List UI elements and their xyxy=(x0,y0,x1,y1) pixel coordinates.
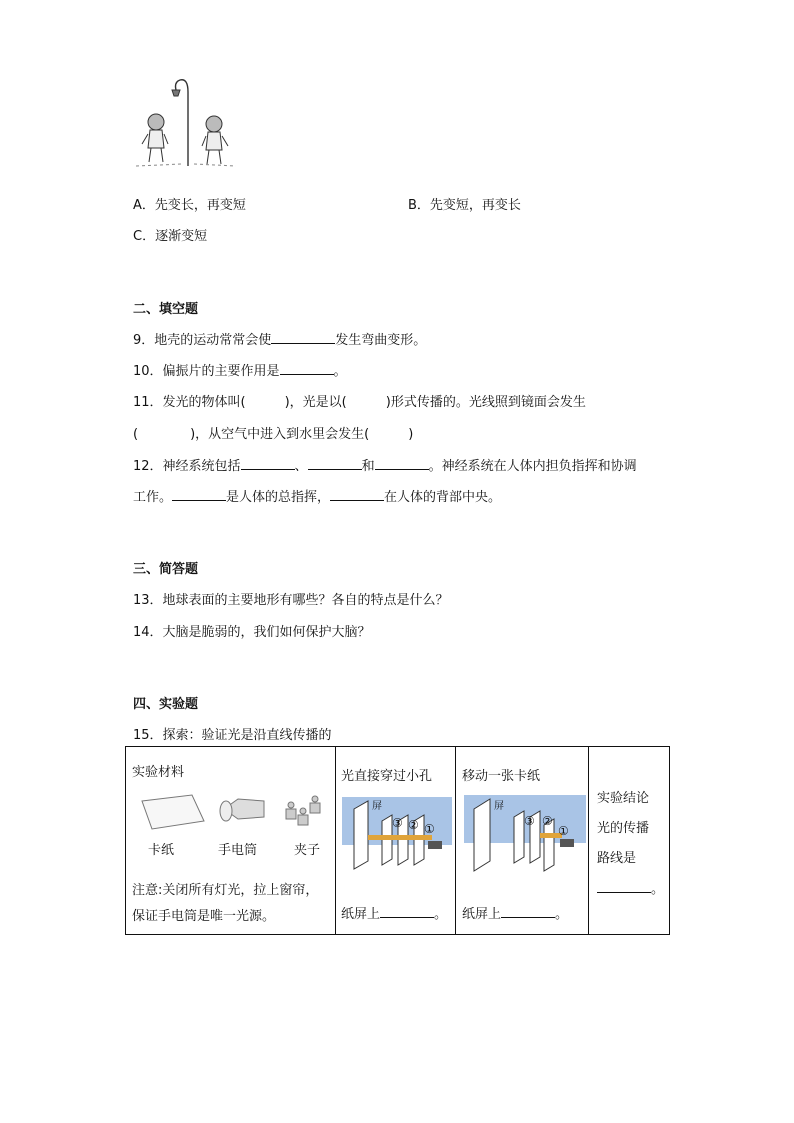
q10-blank[interactable] xyxy=(280,362,334,375)
marker-2: ② xyxy=(408,818,419,832)
q12-blank-1[interactable] xyxy=(241,457,295,470)
q12-p2: 。神经系统在人体内担负指挥和协调 xyxy=(428,459,637,474)
marker-3: ③ xyxy=(392,816,403,830)
q12-sep1: 、 xyxy=(294,459,308,474)
q12-p5: 在人体的背部中央。 xyxy=(384,490,502,505)
note-line-2: 保证手电筒是唯一光源。 xyxy=(132,909,276,924)
question-11-line1: 11．发光的物体叫( )，光是以( )形式传播的。光线照到镜面会发生 xyxy=(133,395,586,410)
question-14: 14．大脑是脆弱的，我们如何保护大脑？ xyxy=(133,625,371,640)
q9-prefix: 9．地壳的运动常常会使 xyxy=(133,333,272,348)
conclusion-line-3: 路线是 xyxy=(597,851,637,866)
conclusion-line-2: 光的传播 xyxy=(597,821,650,836)
q10-prefix: 10．偏振片的主要作用是 xyxy=(133,364,280,379)
col3-result xyxy=(462,903,568,922)
clip-label: 夹子 xyxy=(294,843,321,858)
q9-blank[interactable] xyxy=(271,331,335,344)
flashlight-label: 手电筒 xyxy=(218,843,258,858)
section-3-title: 三、简答题 xyxy=(133,562,199,577)
materials-icons xyxy=(134,791,330,837)
question-10 xyxy=(133,360,347,379)
note-line-1: 注意:关闭所有灯光，拉上窗帘， xyxy=(132,883,319,898)
col2-result xyxy=(341,903,447,922)
q10-suffix: 。 xyxy=(333,364,347,379)
shadow-illustration xyxy=(132,74,242,170)
card-paper-icon xyxy=(142,795,204,829)
section-2-title: 二、填空题 xyxy=(133,302,199,317)
move-card-diagram xyxy=(464,795,586,883)
move-card-cell xyxy=(456,747,589,935)
card-label: 卡纸 xyxy=(148,843,175,858)
col2-result-label: 纸屏上 xyxy=(341,907,381,922)
q12-blank-3[interactable] xyxy=(375,457,429,470)
question-9 xyxy=(133,329,426,348)
conclusion-blank[interactable] xyxy=(597,880,651,893)
q12-p4: 是人体的总指挥， xyxy=(226,490,331,505)
q12-sep2: 和 xyxy=(361,459,375,474)
question-12-line1 xyxy=(133,455,637,474)
marker-1-b: ① xyxy=(558,824,569,838)
marker-3-b: ③ xyxy=(524,814,535,828)
q12-blank-4[interactable] xyxy=(172,488,226,501)
marker-1: ① xyxy=(424,822,435,836)
straight-hole-diagram xyxy=(342,797,452,883)
option-c: C．逐渐变短 xyxy=(133,229,208,244)
q12-blank-5[interactable] xyxy=(330,488,384,501)
conclusion-cell xyxy=(589,747,670,935)
q12-p3: 工作。 xyxy=(133,490,173,505)
col3-title: 移动一张卡纸 xyxy=(462,769,541,784)
col3-result-blank[interactable] xyxy=(501,905,555,918)
screen-label-2: 屏 xyxy=(494,801,504,812)
question-11-line2: ( )，从空气中进入到水里会发生( ) xyxy=(133,427,414,442)
materials-title: 实验材料 xyxy=(132,765,185,780)
question-15: 15．探索：验证光是沿直线传播的 xyxy=(133,728,332,743)
q9-suffix: 发生弯曲变形。 xyxy=(335,333,427,348)
straight-hole-cell xyxy=(336,747,456,935)
experiment-table xyxy=(125,746,670,935)
conclusion-answer xyxy=(597,878,664,897)
col2-title: 光直接穿过小孔 xyxy=(341,769,433,784)
question-12-line2 xyxy=(133,486,501,505)
option-a: A．先变长，再变短 xyxy=(133,198,246,213)
col2-result-blank[interactable] xyxy=(380,905,434,918)
q12-p1: 12．神经系统包括 xyxy=(133,459,241,474)
col3-result-label: 纸屏上 xyxy=(462,907,502,922)
screen-label: 屏 xyxy=(372,801,382,812)
conclusion-line-1: 实验结论 xyxy=(597,791,650,806)
col2-period: 。 xyxy=(434,907,448,922)
col3-period: 。 xyxy=(555,907,569,922)
conclusion-period: 。 xyxy=(651,882,665,897)
q12-blank-2[interactable] xyxy=(308,457,362,470)
question-13: 13．地球表面的主要地形有哪些？各自的特点是什么？ xyxy=(133,593,449,608)
option-b: B．先变短，再变长 xyxy=(408,198,521,213)
materials-cell xyxy=(126,747,336,935)
section-4-title: 四、实验题 xyxy=(133,697,199,712)
marker-2-b: ② xyxy=(542,814,553,828)
clip-icon xyxy=(286,796,320,825)
